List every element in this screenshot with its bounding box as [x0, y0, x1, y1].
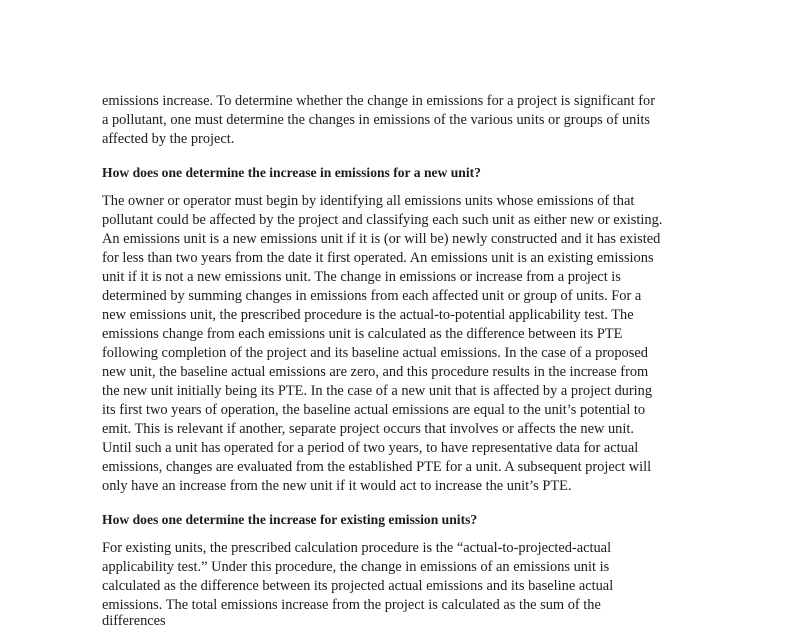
text-line: its first two years of operation, the baseline actual emissions are equal to the unit’s potential to — [102, 402, 646, 418]
text-line: emissions increase. To determine whether the change in emissions for a project is significant for — [102, 93, 656, 109]
text-line: the new unit initially being its PTE. In the case of a new unit that is affected by a project during — [102, 383, 653, 399]
text-line: emissions. The total emissions increase from the project is calculated as the sum of the — [102, 597, 601, 613]
text-line: for less than two years from the date it first operated. An emissions unit is an existing emissions — [102, 250, 654, 266]
text-line: Until such a unit has operated for a period of two years, to have representative data for actual — [102, 440, 639, 456]
text-line: An emissions unit is a new emissions unit if it is (or will be) newly constructed and it has existed — [102, 231, 661, 247]
paragraph-existing-units — [102, 539, 722, 615]
text-line: following completion of the project and its baseline actual emissions. In the case of a proposed — [102, 345, 648, 361]
text-line: only have an increase from the new unit if it would act to increase the unit’s PTE. — [102, 478, 572, 494]
section-heading-new-unit: How does one determine the increase in emissions for a new unit? — [102, 165, 481, 180]
text-line: emit. This is relevant if another, separate project occurs that involves or affects the new unit. — [102, 421, 634, 437]
text-line: new emissions unit, the prescribed procedure is the actual-to-potential applicability test. The — [102, 307, 634, 323]
text-line: emissions, changes are evaluated from the established PTE for a unit. A subsequent project will — [102, 459, 652, 475]
text-line: pollutant could be affected by the project and classifying each such unit as either new or existing. — [102, 212, 663, 228]
text-line: a pollutant, one must determine the changes in emissions of the various units or groups of units — [102, 112, 650, 128]
section-heading-existing-units: How does one determine the increase for existing emission units? — [102, 512, 478, 527]
text-line: calculated as the difference between its projected actual emissions and its baseline actual — [102, 578, 614, 594]
text-line: new unit, the baseline actual emissions are zero, and this procedure results in the increase from — [102, 364, 649, 380]
text-line: determined by summing changes in emissions from each affected unit or group of units. For a — [102, 288, 642, 304]
text-line: For existing units, the prescribed calculation procedure is the “actual-to-projected-actual — [102, 540, 612, 556]
partial-text-line: differences — [102, 613, 166, 629]
text-line: affected by the project. — [102, 131, 235, 147]
paragraph-emissions-increase — [102, 92, 722, 149]
text-line: The owner or operator must begin by identifying all emissions units whose emissions of that — [102, 193, 635, 209]
text-line: emissions change from each emissions unit is calculated as the difference between its PTE — [102, 326, 623, 342]
paragraph-new-unit — [102, 192, 722, 496]
text-line: applicability test.” Under this procedure, the change in emissions of an emissions unit is — [102, 559, 610, 575]
text-line: unit if it is not a new emissions unit. The change in emissions or increase from a project is — [102, 269, 621, 285]
